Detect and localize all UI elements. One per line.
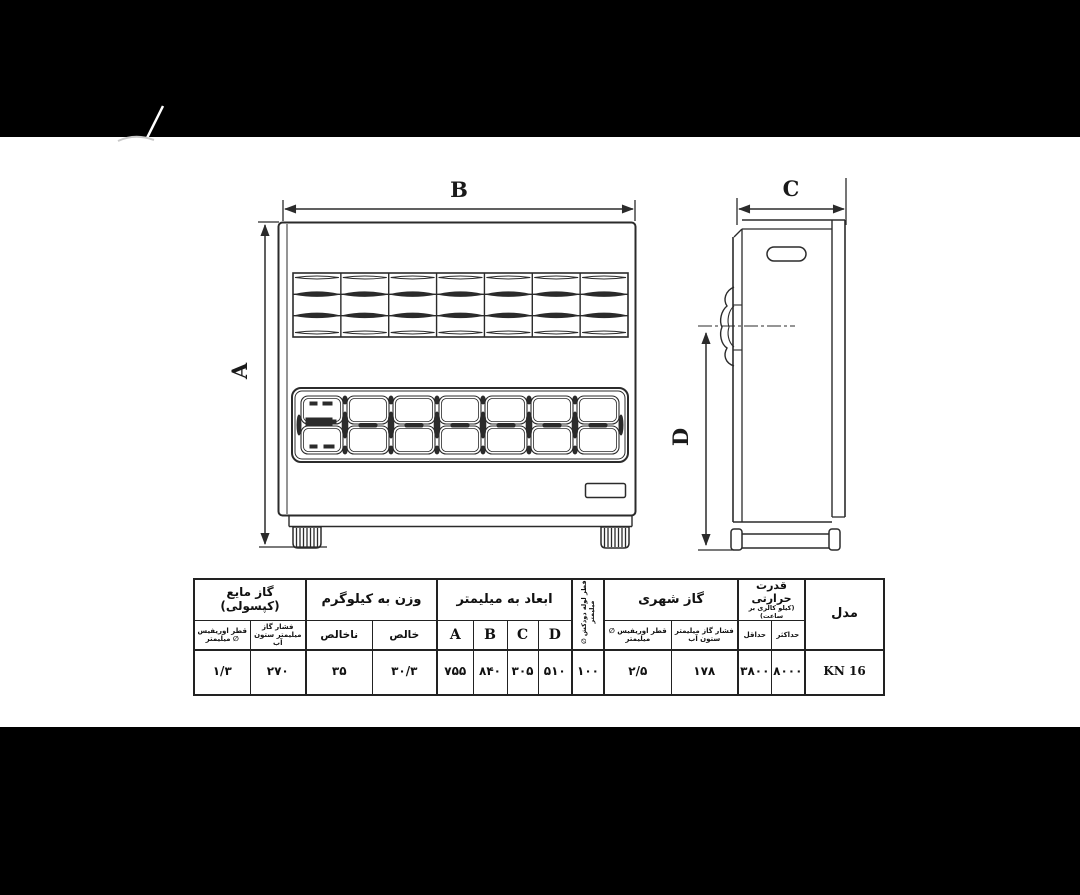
subheader-dim-a: A [437, 621, 473, 650]
side-view [698, 178, 846, 550]
header-dimensions: ابعاد به میلیمتر [437, 579, 572, 621]
heater-body [279, 223, 636, 516]
subheader-lpg-orifice: قطر اوریفیس ∅ میلیمتر [194, 621, 250, 650]
dim-label-b: B [450, 177, 468, 202]
value-dim-a: ۷۵۵ [437, 650, 473, 695]
upper-louver-grille [293, 273, 628, 337]
header-city-gas: گاز شهری [604, 579, 738, 621]
side-foot-bracket [731, 529, 840, 550]
value-dim-c: ۳۰۵ [507, 650, 538, 695]
subheader-dim-c: C [507, 621, 538, 650]
subheader-dim-d: D [538, 621, 572, 650]
header-weight: وزن به کیلوگرم [306, 579, 437, 621]
heat-title: قدرت حرارتی [751, 579, 792, 605]
subheader-min: حداقل [738, 621, 771, 650]
spec-table [193, 578, 885, 696]
subheader-weight-gross: ناخالص [306, 621, 372, 650]
value-lpg-pressure: ۲۷۰ [250, 650, 306, 695]
front-view [258, 200, 636, 548]
header-heat-capacity [738, 579, 805, 621]
front-feet [293, 527, 629, 548]
dim-label-c: C [782, 176, 800, 201]
value-heat-max: ۸۰۰۰ [771, 650, 805, 695]
value-dim-b: ۸۴۰ [473, 650, 507, 695]
header-flue-diameter: قطر لوله دودکش ∅ میلیمتر [572, 579, 604, 650]
value-citygas-pressure: ۱۷۸ [671, 650, 738, 695]
value-weight-gross: ۳۵ [306, 650, 372, 695]
burner-grille [292, 388, 628, 462]
heat-subtitle: (کیلو کالری بر ساعت) [748, 604, 795, 620]
value-citygas-orifice: ۲/۵ [604, 650, 671, 695]
logo-fragment [118, 106, 163, 141]
value-heat-min: ۳۸۰۰ [738, 650, 771, 695]
header-model: مدل [805, 579, 884, 650]
value-model: KN 16 [805, 650, 884, 695]
value-flue-diameter: ۱۰۰ [572, 650, 604, 695]
subheader-lpg-pressure: فشار گاز میلیمتر ستون آب [250, 621, 306, 650]
subheader-max: حداکثر [771, 621, 805, 650]
subheader-weight-net: خالص [372, 621, 437, 650]
handle-slot [767, 247, 806, 261]
subheader-citygas-pressure: فشار گاز میلیمتر ستون آب [671, 621, 738, 650]
subheader-dim-b: B [473, 621, 507, 650]
header-lpg: گاز مایع (کپسولی) [194, 579, 306, 621]
dim-label-d: D [668, 427, 693, 447]
dim-label-a: A [227, 362, 252, 380]
value-weight-net: ۳۰/۳ [372, 650, 437, 695]
brand-badge [586, 484, 626, 498]
value-lpg-orifice: ۱/۳ [194, 650, 250, 695]
value-dim-d: ۵۱۰ [538, 650, 572, 695]
subheader-citygas-orifice: قطر اوریفیس ∅ میلیمتر [604, 621, 671, 650]
